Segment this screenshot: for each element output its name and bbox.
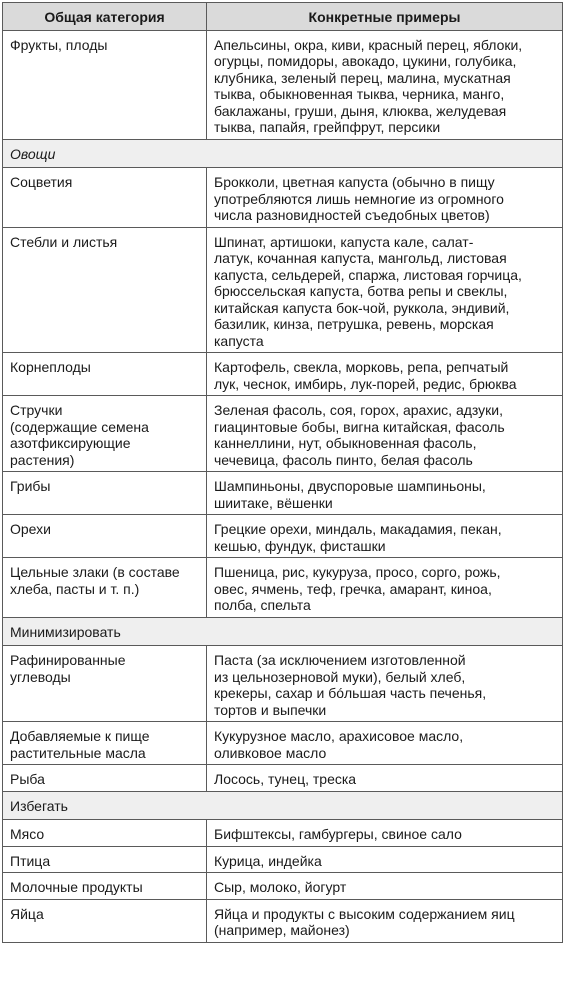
section-row xyxy=(3,617,563,646)
row-category: Яйца xyxy=(10,905,44,922)
row-category: Рыба xyxy=(10,771,45,787)
row-category: Птица xyxy=(10,852,51,869)
row-examples: Грецкие орехи, миндаль, макадамия, пекан, кешью, фундук, фисташки xyxy=(214,521,502,554)
row-examples: Сыр, молоко, йогурт xyxy=(214,879,347,895)
row-category: Мясо xyxy=(10,826,45,842)
row-examples: Курица, индейка xyxy=(214,852,322,869)
row-category: Цельные злаки (в составе хлеба, пасты и т. п.) xyxy=(10,564,180,597)
header-category-label: Общая категория xyxy=(44,9,165,25)
table-row xyxy=(3,646,563,722)
row-examples: Паста (за исключением изготовленной из цельнозерновой муки), белый хлеб, крекеры, сахар и бóльшая часть печенья, тортов и выпечки xyxy=(214,652,487,718)
row-examples: Шампиньоны, двуспоровые шампиньоны, шиитаке, вёшенки xyxy=(214,478,486,511)
section-label: Овощи xyxy=(10,145,56,162)
section-row xyxy=(3,139,563,168)
row-category: Орехи xyxy=(10,521,51,537)
row-examples: Пшеница, рис, кукуруза, просо, сорго, рожь, овес, ячмень, теф, гречка, амарант, киноа, полба, спельта xyxy=(214,564,501,613)
table-row xyxy=(3,227,563,353)
table-row xyxy=(3,396,563,472)
table-row xyxy=(3,353,563,396)
row-examples: Кукурузное масло, арахисовое масло, оливковое масло xyxy=(214,728,464,761)
row-category: Фрукты, плоды xyxy=(10,36,108,53)
table-row xyxy=(3,722,563,765)
row-examples: Апельсины, окра, киви, красный перец, яблоки, огурцы, помидоры, авокадо, цукини, голубика, клубника, зеленый перец, малина, мускатная тыква, обыкновенная тыква, черника, манго, баклажаны, груши, дыня, клюква, желудевая тыква, папайя, грейпфрут, персики xyxy=(214,36,523,135)
table-row xyxy=(3,558,563,618)
food-category-table xyxy=(2,2,563,943)
row-examples: Лосось, тунец, треска xyxy=(214,771,357,787)
row-category: Соцветия xyxy=(10,174,73,190)
row-examples: Картофель, свекла, морковь, репа, репчатый лук, чеснок, имбирь, лук-порей, редис, брюква xyxy=(214,359,517,392)
header-examples xyxy=(207,3,563,31)
table-row xyxy=(3,30,563,139)
row-category: Молочные продукты xyxy=(10,879,143,895)
table-row xyxy=(3,820,563,847)
table-row xyxy=(3,765,563,792)
header-category xyxy=(3,3,207,31)
row-examples: Бифштексы, гамбургеры, свиное сало xyxy=(214,826,462,842)
row-category: Корнеплоды xyxy=(10,359,91,375)
row-category: Стручки (содержащие семена азотфиксирующие растения) xyxy=(10,402,149,468)
row-category: Стебли и листья xyxy=(10,233,118,250)
table-row xyxy=(3,899,563,942)
table-row xyxy=(3,846,563,873)
table-header-row xyxy=(3,3,563,31)
table-row xyxy=(3,515,563,558)
row-category: Грибы xyxy=(10,478,51,494)
row-category: Рафинированные углеводы xyxy=(10,652,126,685)
header-examples-label: Конкретные примеры xyxy=(308,9,461,25)
row-examples: Брокколи, цветная капуста (обычно в пищу употребляются лишь немногие из огромного числа разновидностей съедобных цветов) xyxy=(214,174,504,223)
table-row xyxy=(3,873,563,900)
section-row xyxy=(3,791,563,820)
row-examples: Зеленая фасоль, соя, горох, арахис, адзуки, гиацинтовые бобы, вигна китайская, фасоль каннеллини, нут, обыкновенная фасоль, чечевица, фасоль пинто, белая фасоль xyxy=(214,402,505,468)
row-examples: Шпинат, артишоки, капуста кале, салат- латук, кочанная капуста, мангольд, листовая капуста, сельдерей, спаржа, листовая горчица, брюссельская капуста, ботва репы и свеклы, китайская капуста бок-чой, руккола, эндивий, базилик, кинза, петрушка, ревень, морская капуста xyxy=(214,233,522,349)
row-category: Добавляемые к пище растительные масла xyxy=(10,728,150,761)
section-label: Минимизировать xyxy=(10,623,121,640)
table-row xyxy=(3,472,563,515)
section-label: Избегать xyxy=(10,797,68,814)
table-row xyxy=(3,168,563,228)
row-examples: Яйца и продукты с высоким содержанием яиц (например, майонез) xyxy=(214,905,515,938)
